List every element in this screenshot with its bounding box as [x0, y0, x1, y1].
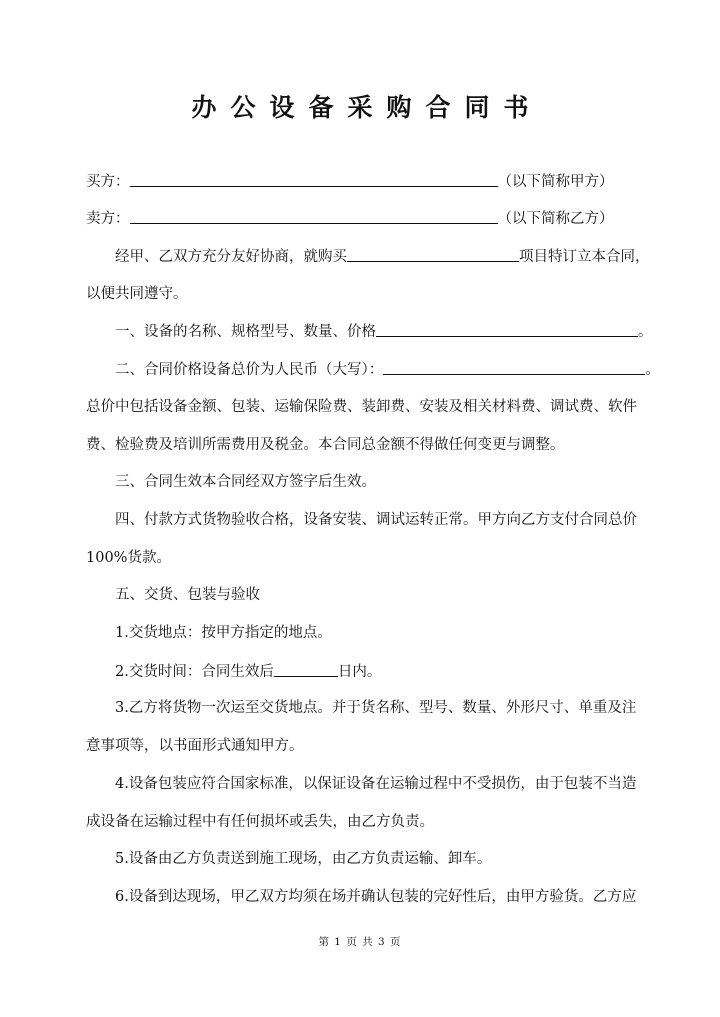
- document-title: 办公设备采购合同书: [191, 93, 543, 122]
- seller-line: [86, 208, 646, 229]
- page-number: 第 1 页 共 3 页: [318, 936, 402, 948]
- clause1-end: 。: [638, 324, 653, 340]
- clause5-item5: 5.设备由乙方负责送到施工现场，由乙方负责运输、卸车。: [115, 851, 492, 867]
- clause3-line: 三、合同生效本合同经双方签字后生效。: [115, 474, 376, 490]
- clause5-heading: 五、交货、包装与验收: [115, 587, 260, 603]
- seller-blank[interactable]: [130, 208, 498, 224]
- clause2-text: 二、合同价格设备总价为人民币（大写）：: [115, 362, 384, 378]
- price-blank[interactable]: [383, 359, 645, 375]
- clause5-item3-line1: 3.乙方将货物一次运至交货地点。并于货名称、型号、数量、外形尺寸、单重及注: [115, 700, 637, 716]
- clause2-line-3: 费、检验费及培训所需费用及税金。本合同总金额不得做任何变更与调整。: [86, 437, 565, 453]
- item2-text-2: 日内。: [337, 664, 382, 680]
- equipment-blank[interactable]: [376, 321, 638, 337]
- item2-text-1: 2.交货时间：合同生效后: [115, 664, 274, 680]
- intro-line-2: 以便共同遵守。: [86, 286, 188, 302]
- clause4-line-1: 四、付款方式货物验收合格，设备安装、调试运转正常。甲方向乙方支付合同总价: [115, 512, 637, 528]
- buyer-suffix: （以下简称甲方）: [497, 174, 614, 190]
- buyer-blank[interactable]: [130, 171, 498, 187]
- project-blank[interactable]: [347, 246, 519, 262]
- clause5-item4-line2: 成设备在运输过程中有任何损坏或丢失，由乙方负责。: [86, 814, 434, 830]
- clause5-item2: [86, 661, 675, 682]
- clause2-line-1: [86, 359, 675, 380]
- clause2-end: 。: [645, 362, 660, 378]
- intro-text-1: 经甲、乙双方充分友好协商，就购买: [115, 249, 347, 265]
- clause5-item1: 1.交货地点：按甲方指定的地点。: [115, 625, 332, 641]
- buyer-label: 买方：: [86, 174, 130, 190]
- seller-label: 卖方：: [86, 211, 130, 227]
- days-blank[interactable]: [274, 661, 338, 677]
- clause1-line: [86, 321, 675, 342]
- buyer-line: [86, 171, 646, 192]
- seller-suffix: （以下简称乙方）: [497, 211, 614, 227]
- clause5-item6: 6.设备到达现场，甲乙双方均须在场并确认包装的完好性后，由甲方验货。乙方应: [115, 889, 637, 905]
- clause5-item3-line2: 意事项等，以书面形式通知甲方。: [86, 738, 304, 754]
- intro-line-1: [86, 246, 675, 267]
- intro-text-2: 项目特订立本合同，: [519, 249, 650, 265]
- clause2-line-2: 总价中包括设备金额、包装、运输保险费、装卸费、安装及相关材料费、调试费、软件: [86, 399, 637, 415]
- clause5-item4-line1: 4.设备包装应符合国家标准，以保证设备在运输过程中不受损伤，由于包装不当造: [115, 776, 637, 792]
- clause4-line-2: 100%货款。: [86, 550, 171, 566]
- clause1-text: 一、设备的名称、规格型号、数量、价格: [115, 324, 376, 340]
